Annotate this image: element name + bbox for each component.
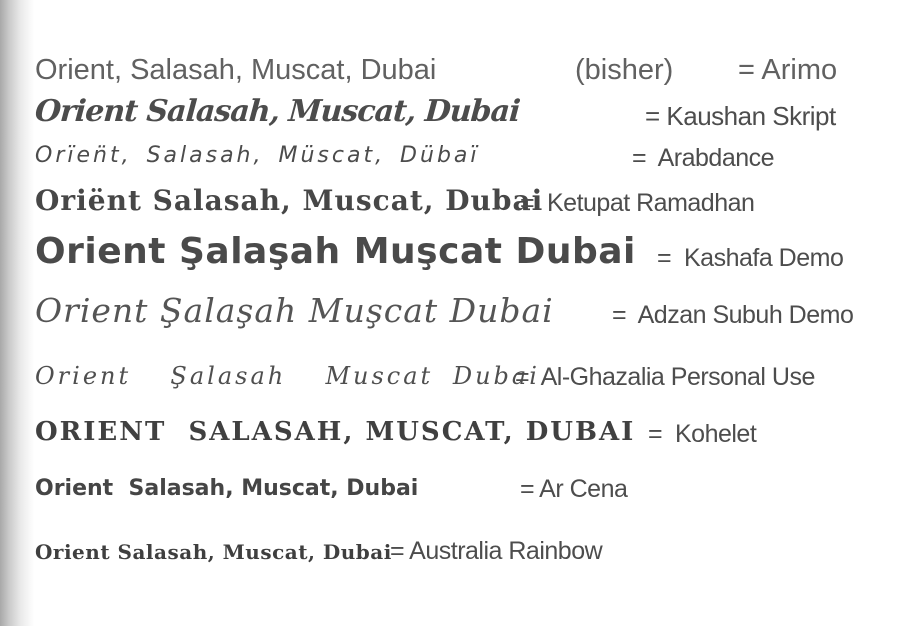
font-name-label: = Kaushan Skript	[645, 101, 836, 131]
sample-text: ORIENT SALASAH, MUSCAT, DUBAI	[35, 417, 636, 447]
sample-text: Orient Şalasah Muscat Dubai	[35, 362, 540, 390]
sample-text: Orient Salasah, Muscat, Dubai	[33, 94, 521, 129]
font-name-label: = Arimo	[738, 54, 838, 86]
sample-text: Orient Salasah, Muscat, Dubai	[35, 476, 419, 501]
font-name-label: = Kashafa Demo	[657, 244, 844, 272]
font-specimen-row-al-ghazalia	[0, 362, 900, 414]
sample-text: Orïen̈t, Salasah, Müscat, Dübaï	[35, 143, 480, 168]
font-specimen-row-ketupat-ramadhan	[0, 184, 900, 236]
font-specimen-row-adzan-subuh-demo	[0, 291, 900, 351]
font-name-label: = Ketupat Ramadhan	[520, 189, 755, 217]
font-specimen-row-ar-cena	[0, 476, 900, 528]
sample-text: Orient Salasah, Muscat, Dubai	[35, 540, 392, 564]
sample-text: Orient Şalaşah Muşcat Dubai	[35, 291, 554, 330]
font-name-label: = Arabdance	[632, 144, 775, 172]
sample-text: Orient, Salasah, Muscat, Dubai	[35, 54, 437, 86]
sample-text: Orient Şalaşah Muşcat Dubai	[35, 231, 636, 272]
font-specimen-row-kashafa-demo	[0, 231, 900, 291]
font-specimen-row-australia-rainbow	[0, 537, 900, 592]
font-name-label: = Australia Rainbow	[390, 537, 603, 565]
font-specimen-row-kaushan-skript	[0, 94, 900, 146]
sample-text: Oriënt Salasah, Muscat, Dubai	[35, 184, 544, 217]
font-name-label: = Al-Ghazalia Personal Use	[515, 363, 815, 391]
font-name-label: = Ar Cena	[520, 475, 628, 503]
note-text: (bisher)	[575, 54, 674, 86]
font-name-label: = Kohelet	[648, 420, 757, 448]
font-name-label: = Adzan Subuh Demo	[612, 301, 854, 329]
font-specimen-row-kohelet	[0, 417, 900, 469]
